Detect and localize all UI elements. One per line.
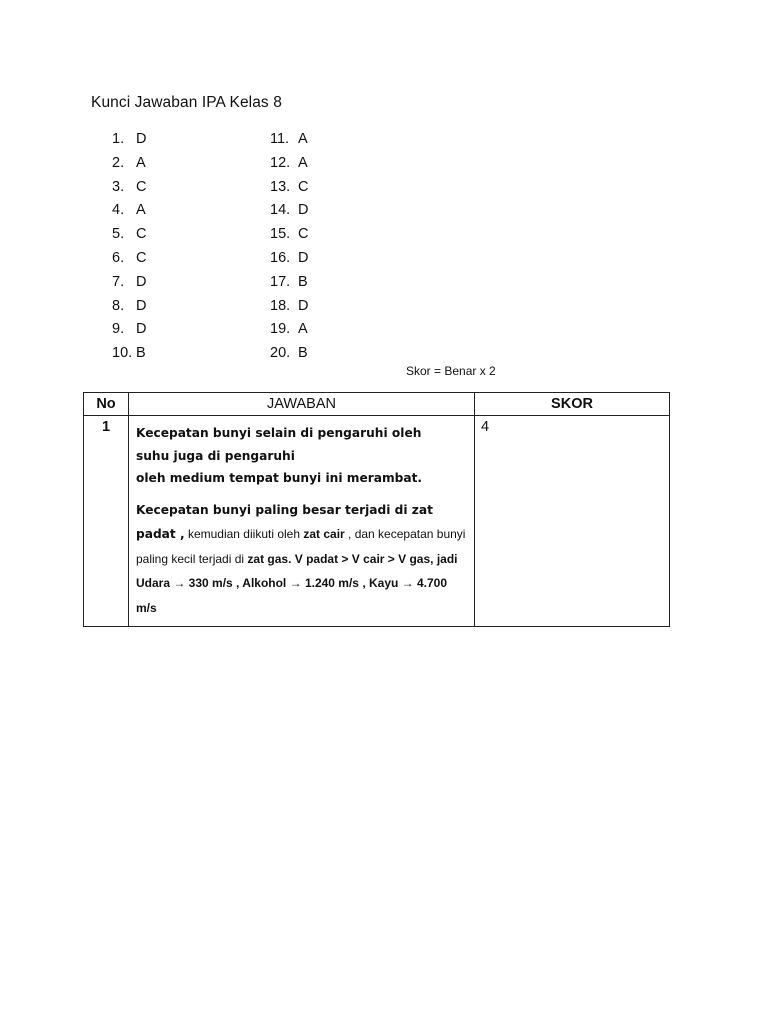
answer-item: [112, 342, 146, 366]
answer-line: oleh medium tempat bunyi ini merambat.: [136, 471, 423, 485]
answer-item: [112, 271, 146, 295]
answer-number: 10.: [112, 345, 133, 362]
answer-letter: A: [298, 131, 308, 147]
answer-number: 9.: [112, 321, 125, 338]
answer-text-bold: zat gas. V padat > V cair > V gas, jadi Udara → 330 m/s , Alkohol → 1.240 m/s , Kayu → 4.700 m/s: [136, 551, 458, 615]
answer-text-bold: zat cair: [303, 527, 345, 541]
header-skor: SKOR: [475, 393, 670, 416]
answer-letter: B: [298, 345, 308, 362]
row-number: 1: [84, 416, 129, 627]
answer-number: 6.: [112, 249, 125, 266]
answer-item: [270, 342, 308, 366]
answer-item: [270, 318, 308, 342]
answer-item: [270, 223, 308, 247]
answer-letter: D: [136, 297, 147, 314]
answer-item: [112, 176, 146, 200]
answer-number: 16.: [270, 249, 291, 266]
header-jawaban: JAWABAN: [129, 393, 475, 416]
answer-letter: D: [136, 321, 147, 338]
answer-letter: A: [136, 202, 146, 219]
answer-letter: B: [136, 345, 146, 362]
answer-item: [270, 176, 308, 200]
answer-item: [112, 128, 146, 152]
answer-text: , dan kecepatan bunyi paling kecil terjadi di: [136, 527, 466, 566]
answer-item: [112, 318, 146, 342]
answer-number: 7.: [112, 273, 125, 290]
answer-paragraph-2: [136, 498, 468, 621]
answer-list-right: [270, 128, 308, 366]
answer-item: [270, 295, 308, 319]
answer-line: Kecepatan bunyi selain di pengaruhi oleh: [136, 426, 422, 440]
score-note: Skor = Benar x 2: [406, 364, 496, 378]
header-no: No: [84, 393, 129, 416]
answer-number: 15.: [270, 226, 291, 243]
answer-letter: C: [136, 178, 147, 195]
answer-letter: D: [298, 249, 309, 266]
answer-letter: D: [298, 297, 309, 314]
answer-text: kemudian diikuti oleh: [184, 527, 304, 541]
answer-number: 19.: [270, 321, 291, 338]
answer-item: [270, 128, 308, 152]
answer-number: 3.: [112, 178, 125, 195]
answer-number: 12.: [270, 154, 291, 171]
answer-item: [112, 295, 146, 319]
answer-item: [112, 152, 146, 176]
answer-cell: [129, 416, 475, 627]
answer-item: [112, 247, 146, 271]
answer-letter: A: [298, 321, 308, 338]
answer-item: [270, 271, 308, 295]
answer-letter: C: [298, 178, 309, 195]
answer-text-bold: Kecepatan bunyi paling besar terjadi di zat padat ,: [136, 502, 433, 541]
page-title: Kunci Jawaban IPA Kelas 8: [91, 94, 282, 111]
table-row: [84, 416, 670, 627]
answer-number: 20.: [270, 345, 291, 362]
answer-item: [112, 223, 146, 247]
answer-letter: D: [298, 202, 309, 219]
answer-number: 2.: [112, 154, 125, 171]
answer-item: [270, 199, 308, 223]
answer-item: [112, 199, 146, 223]
answer-paragraph-1: [136, 422, 468, 490]
answer-number: 1.: [112, 131, 125, 147]
answer-letter: C: [298, 226, 309, 243]
answer-item: [270, 152, 308, 176]
score-value: 4: [475, 416, 670, 627]
answer-letter: D: [136, 131, 147, 147]
answer-line: suhu juga di pengaruhi: [136, 448, 295, 463]
answer-letter: B: [298, 273, 308, 290]
answer-letter: C: [136, 226, 147, 243]
answer-letter: C: [136, 249, 147, 266]
answer-number: 18.: [270, 297, 291, 314]
answer-number: 14.: [270, 202, 291, 219]
rubric-table: [83, 392, 670, 627]
answer-number: 17.: [270, 273, 291, 290]
answer-letter: D: [136, 273, 147, 290]
answer-number: 5.: [112, 226, 125, 243]
answer-number: 13.: [270, 178, 291, 195]
answer-letter: A: [136, 154, 146, 171]
answer-number: 11.: [270, 131, 290, 147]
answer-number: 8.: [112, 297, 125, 314]
answer-item: [270, 247, 308, 271]
answer-number: 4.: [112, 202, 125, 219]
answer-letter: A: [298, 154, 308, 171]
answer-list-left: [112, 128, 146, 366]
table-header-row: [84, 393, 670, 416]
